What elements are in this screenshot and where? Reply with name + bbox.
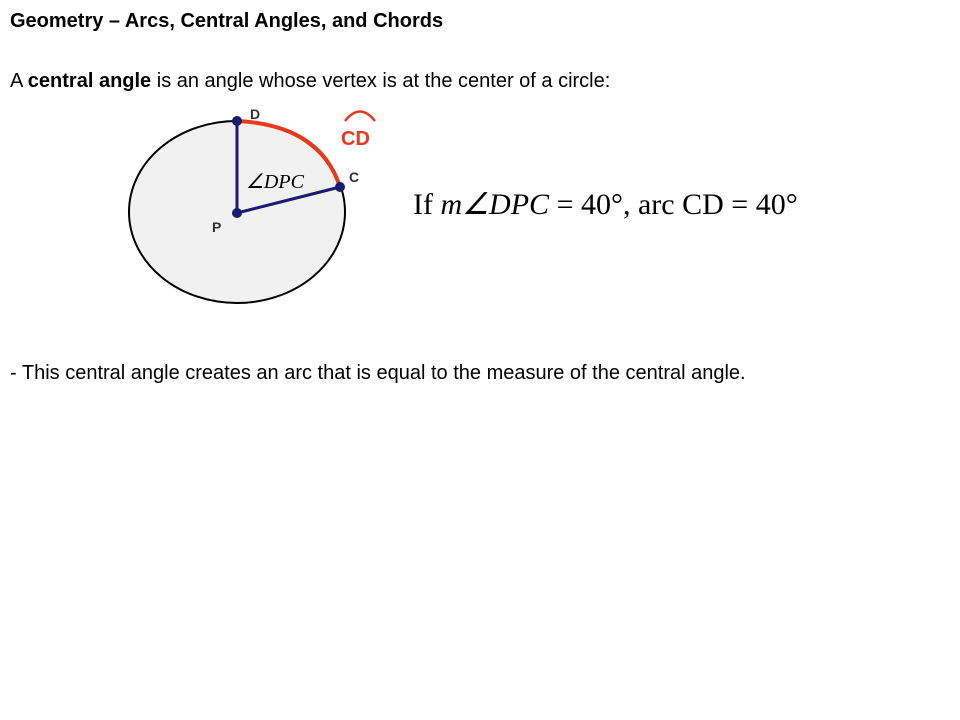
formula-m: m (440, 188, 463, 221)
arc-symbol-icon (345, 112, 375, 122)
point-d (232, 116, 242, 126)
intro-bold-term: central angle (27, 70, 152, 92)
intro-suffix: is an angle whose vertex is at the center of a circle: (151, 70, 611, 92)
intro-prefix: A (10, 70, 28, 92)
central-angle-figure (0, 0, 960, 340)
angle-label: ∠DPC (246, 171, 304, 193)
point-p (232, 208, 242, 218)
formula-if: If (413, 188, 441, 221)
formula-equation: = 40°, arc CD = 40° (549, 188, 798, 221)
explanation-note: - This central angle creates an arc that is equal to the measure of the central angle. (10, 362, 746, 384)
point-c-label: C (349, 169, 360, 185)
arc-name: CD (341, 128, 370, 150)
formula-angle: ∠DPC (462, 188, 550, 221)
page-title: Geometry – Arcs, Central Angles, and Chords (10, 10, 444, 32)
point-c (335, 182, 345, 192)
point-d-label: D (250, 106, 261, 122)
point-p-label: P (212, 219, 222, 235)
formula (413, 188, 798, 221)
